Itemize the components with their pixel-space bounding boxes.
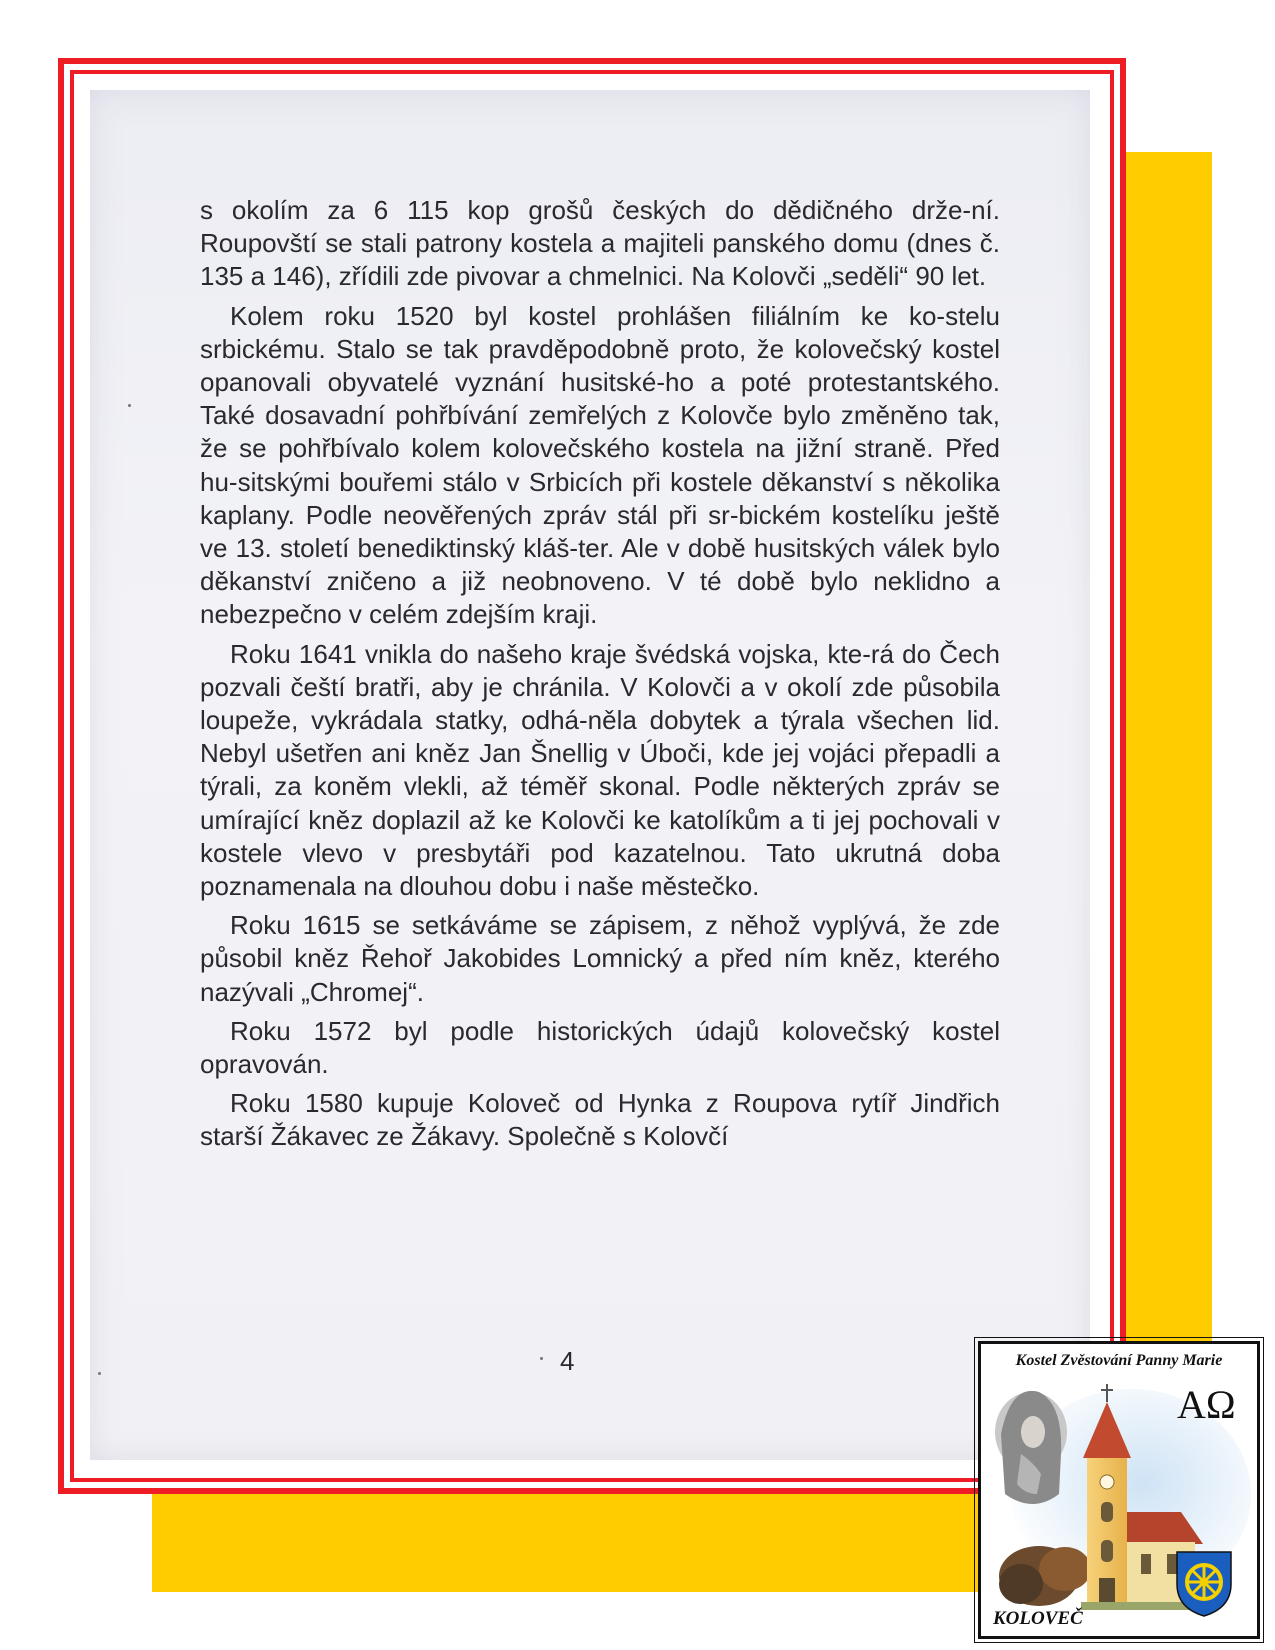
scan-speck: [128, 404, 131, 407]
badge-title: Kostel Zvěstování Panny Marie: [1015, 1352, 1223, 1369]
church-badge: [978, 1341, 1260, 1639]
paragraph: s okolím za 6 115 kop grošů českých do dědičného drže-ní. Roupovští se stali patrony kostela a majiteli panského domu (dnes č. 135 a 146), zřídili zde pivovar a chmelnici. Na Kolovči „seděli“ 90 let.: [200, 195, 1000, 292]
document-body: [200, 194, 1000, 1160]
church-illustration: [981, 1344, 1260, 1639]
madonna-figure: [995, 1391, 1067, 1504]
paragraph: Kolem roku 1520 byl kostel prohlášen filiálním ke ko-stelu srbickému. Stalo se tak pravděpodobně proto, že kolovečský kostel opanovali obyvatelé vyznání husitské-ho a poté protestantského. Také dosavadní pohřbívání zemřelých z Kolovče bylo změněno tak, že se pohřbívalo kolem kolovečského kostela na jižní straně. Před hu-sitskými bouřemi stálo v Srbicích při kostele děkanství s několika kaplany. Podle neověřených zpráv stál při sr-bickém kostelíku ještě ve 13. století benediktinský kláš-ter. Ale v době husitských válek bylo děkanství zničeno a již neobnoveno. V té době bylo neklidno a nebezpečno v celém zdejším kraji.: [200, 300, 1000, 630]
scan-speck: [540, 1357, 543, 1360]
paragraph: Roku 1580 kupuje Koloveč od Hynka z Roupova rytíř Jindřich starší Žákavec ze Žákavy. Společně s Kolovčí: [200, 1088, 1000, 1152]
badge-town-name: KOLOVEČ: [993, 1608, 1083, 1629]
page-number: 4: [560, 1346, 575, 1376]
paragraph: Roku 1615 se setkáváme se zápisem, z něhož vyplývá, že zde působil kněz Řehoř Jakobides Lomnický a před ním kněz, kterého nazývali „Chromej“.: [200, 910, 1000, 1007]
scan-speck: [98, 1372, 101, 1375]
paragraph: Roku 1641 vnikla do našeho kraje švédská vojska, kte-rá do Čech pozvali čeští bratři, aby je chránila. V Kolovči a v okolí zde působila loupeže, vykrádala statky, odhá-něla dobytek a týrala všechen lid. Nebyl ušetřen ani kněz Jan Šnellig v Úboči, kde jej vojáci přepadli a týrali, za koněm vlekli, až téměř skonal. Podle některých zpráv se umírající kněz doplazil až ke Kolovči ke katolíkům a ti jej pochovali v kostele vlevo v presbytáři pod kazatelnou. Tato ukrutná doba poznamenala na dlouhou dobu i naše městečko.: [200, 638, 1000, 902]
paragraph: Roku 1572 byl podle historických údajů kolovečský kostel opravován.: [200, 1015, 1000, 1080]
alpha-omega-symbol: AΩ: [1177, 1382, 1236, 1427]
coat-of-arms-icon: [1177, 1552, 1231, 1616]
